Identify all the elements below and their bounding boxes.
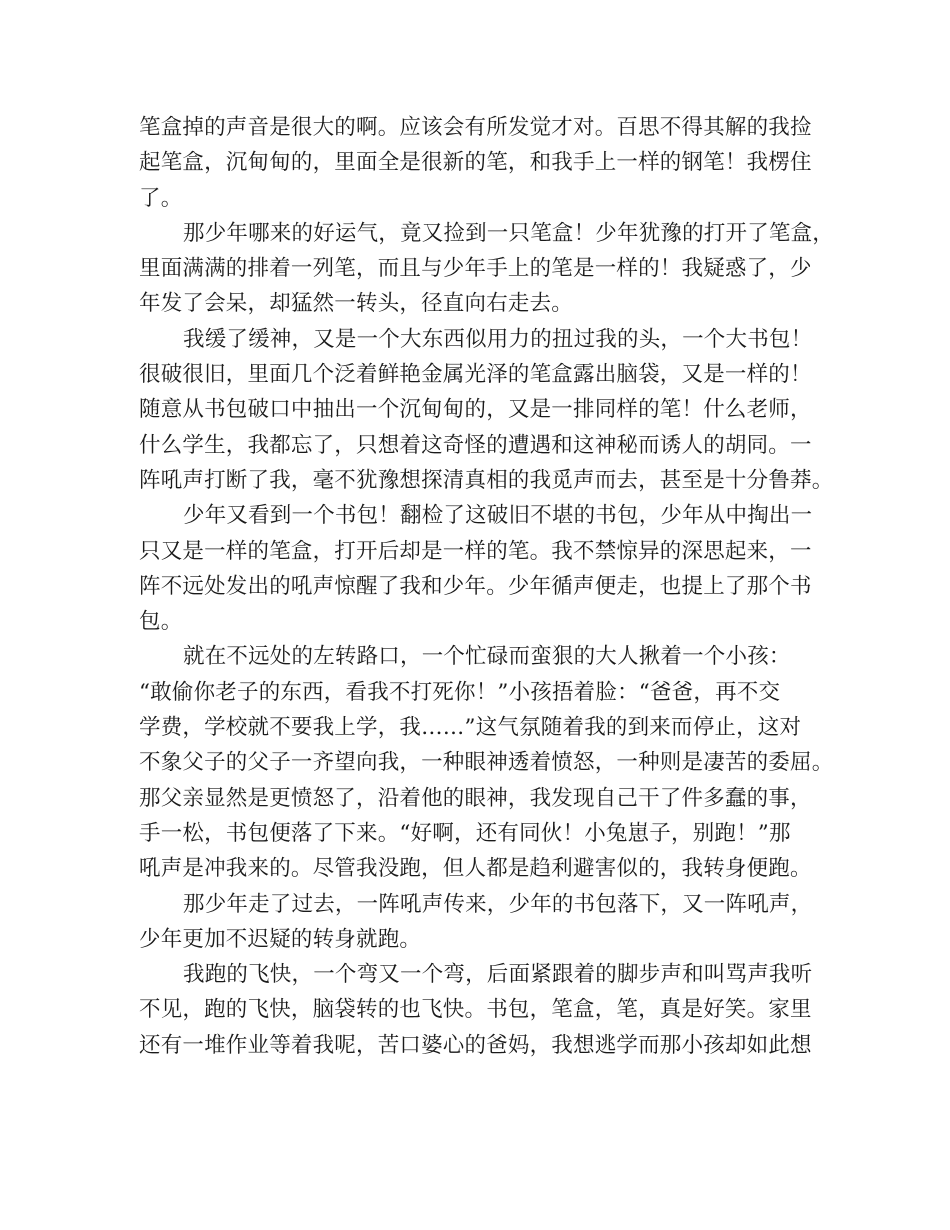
text-line: 阵不远处发出的吼声惊醒了我和少年。少年循声便走，也提上了那个书 [139,573,812,599]
text-line: 只又是一样的笔盒，打开后却是一样的笔。我不禁惊异的深思起来，一 [139,538,812,564]
text-line: 很破很旧，里面几个泛着鲜艳金属光泽的笔盒露出脑袋，又是一样的！ [139,362,812,388]
paragraph [139,498,819,639]
text-line: 那少年哪来的好运气，竟又捡到一只笔盒！少年犹豫的打开了笔盒， [183,220,835,246]
text-line: 还有一堆作业等着我呢，苦口婆心的爸妈，我想逃学而那小孩却如此想 [139,1032,812,1058]
paragraph [139,639,834,886]
text-line: 阵吼声打断了我，毫不犹豫想探清真相的我觅声而去，甚至是十分鲁莽。 [139,467,834,493]
text-line: 起笔盒，沉甸甸的，里面全是很新的笔，和我手上一样的钢笔！我楞住 [139,150,812,176]
text-line: 我跑的飞快，一个弯又一个弯，后面紧跟着的脚步声和叫骂声我听 [183,962,813,988]
paragraph [139,110,819,216]
text-line: 手一松，书包便落了下来。“好啊，还有同伙！小兔崽子，别跑！”那 [139,820,791,846]
paragraph [139,322,834,498]
text-line: 里面满满的排着一列笔，而且与少年手上的笔是一样的！我疑惑了，少 [139,256,812,282]
paragraph [139,957,819,1063]
text-line: 笔盒掉的声音是很大的啊。应该会有所发觉才对。百思不得其解的我捡 [139,115,812,140]
text-line: 随意从书包破口中抽出一个沉甸甸的，又是一排同样的笔！什么老师， [139,397,812,423]
text-line: 那少年走了过去，一阵吼声传来，少年的书包落下，又一阵吼声， [183,891,813,917]
text-line: 年发了会呆，却猛然一转头，径直向右走去。 [139,291,574,317]
paragraph [139,887,819,958]
text-line: 不见，跑的飞快，脑袋转的也飞快。书包，笔盒，笔，真是好笑。家里 [139,997,812,1023]
text-line: 吼声是冲我来的。尽管我没跑，但人都是趋利避害似的，我转身便跑。 [139,856,812,882]
text-line: 就在不远处的左转路口，一个忙碌而蛮狠的大人揪着一个小孩： [183,644,791,670]
text-line: 了。 [139,185,183,211]
body-text [139,110,835,1063]
text-line: 包。 [139,609,183,635]
text-line: 少年又看到一个书包！翻检了这破旧不堪的书包，少年从中掏出一 [183,503,813,529]
text-line: 学费，学校就不要我上学，我……”这气氛随着我的到来而停止，这对 [139,715,802,741]
paragraph [139,216,835,322]
text-line: 不象父子的父子一齐望向我，一种眼神透着愤怒，一种则是凄苦的委屈。 [139,750,834,776]
text-line: “敢偷你老子的东西，看我不打死你！”小孩捂着脸：“爸爸，再不交 [139,679,781,705]
text-line: 什么学生，我都忘了，只想着这奇怪的遭遇和这神秘而诱人的胡同。一 [139,432,812,458]
text-line: 那父亲显然是更愤怒了，沿着他的眼神，我发现自己干了件多蠢的事， [139,785,812,811]
text-line: 少年更加不迟疑的转身就跑。 [139,926,422,952]
text-line: 我缓了缓神，又是一个大东西似用力的扭过我的头，一个大书包！ [183,326,813,352]
